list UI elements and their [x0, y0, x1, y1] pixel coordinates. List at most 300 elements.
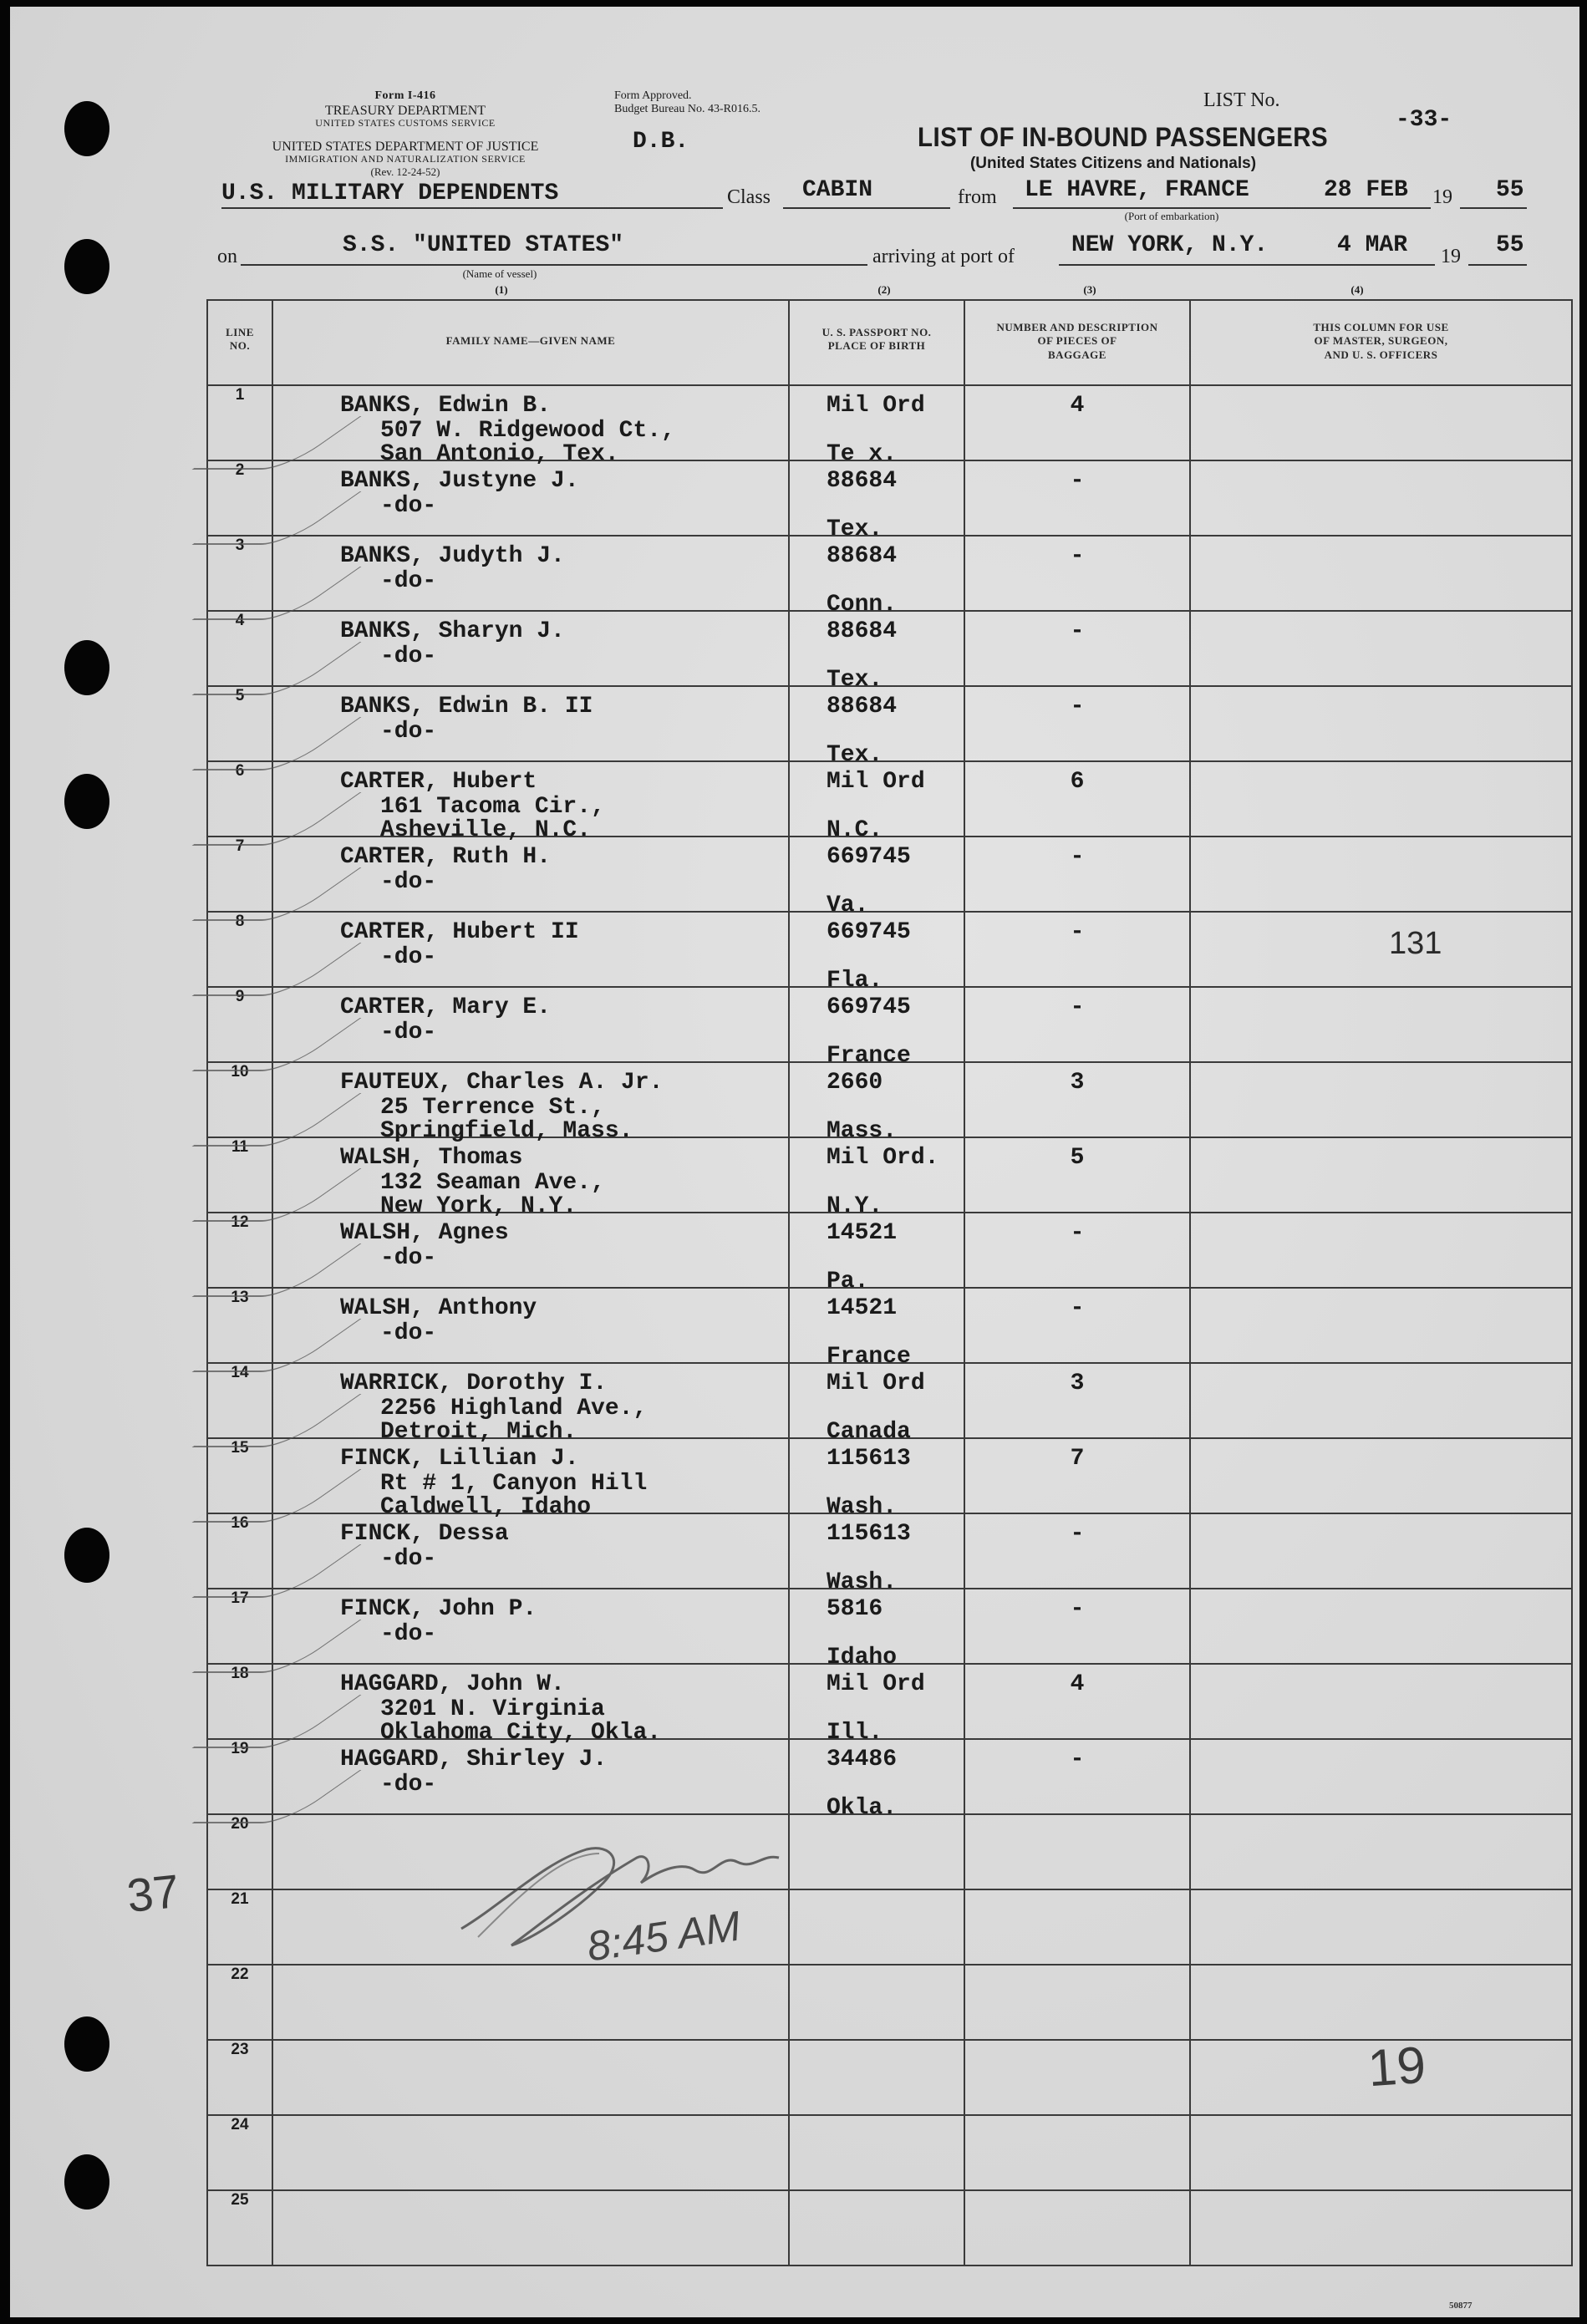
passenger-table [206, 299, 1573, 2266]
officers-cell [1190, 2115, 1572, 2190]
line-number: 10 [231, 1063, 249, 1081]
passenger-name: WALSH, Anthony [340, 1295, 537, 1321]
address-line-2: San Antonio, Tex. [380, 441, 619, 467]
baggage-count: 7 [1070, 1446, 1085, 1472]
table-row [207, 837, 1572, 912]
column-header-name: FAMILY NAME—GIVEN NAME [272, 300, 789, 385]
line-number-cell [207, 2190, 272, 2266]
table-row [207, 1814, 1572, 1889]
passport-number: 34486 [827, 1747, 898, 1772]
punch-hole [64, 774, 109, 829]
passenger-name: BANKS, Sharyn J. [340, 618, 565, 644]
name-cell [272, 1062, 789, 1144]
passport-cell [789, 1438, 964, 1520]
place-of-birth: N.Y. [827, 1193, 883, 1219]
line-number: 5 [235, 687, 245, 704]
line-number: 15 [231, 1439, 249, 1457]
passport-cell [789, 912, 964, 994]
passenger-name: BANKS, Judyth J. [340, 543, 565, 569]
name-cell [272, 460, 789, 536]
baggage-cell [964, 1814, 1190, 1889]
passport-cell [789, 1589, 964, 1671]
passport-cell [789, 2040, 964, 2115]
place-of-birth: Conn. [827, 592, 898, 618]
address-line-1: -do- [380, 869, 437, 895]
baggage-count: - [1070, 618, 1085, 644]
line-number-cell [207, 2040, 272, 2115]
margin-note: 37 [124, 1864, 182, 1923]
passenger-name: FINCK, Dessa [340, 1521, 509, 1547]
place-of-birth: Fla. [827, 968, 883, 994]
passport-cell [789, 536, 964, 618]
table-row [207, 761, 1572, 837]
punch-hole [64, 1528, 109, 1583]
name-cell [272, 837, 789, 912]
place-of-birth: Wash. [827, 1569, 898, 1595]
passenger-name: CARTER, Ruth H. [340, 844, 552, 870]
name-cell [272, 912, 789, 987]
baggage-cell [964, 761, 1190, 837]
name-cell [272, 1288, 789, 1363]
address-line-2: Asheville, N.C. [380, 817, 592, 843]
table-row [207, 611, 1572, 686]
table-row [207, 1965, 1572, 2040]
column-header-baggage: NUMBER AND DESCRIPTION OF PIECES OF BAGGAGE [964, 300, 1190, 385]
line-number: 24 [231, 2116, 249, 2133]
address-line-1: -do- [380, 719, 437, 745]
place-of-birth: Ill. [827, 1720, 883, 1746]
baggage-cell [964, 385, 1190, 460]
passport-number: Mil Ord [827, 1370, 925, 1396]
line-number-cell [207, 2115, 272, 2190]
address-line-1: -do- [380, 1621, 437, 1647]
passport-cell [789, 1513, 964, 1595]
passport-number: 669745 [827, 919, 911, 945]
line-number: 14 [231, 1364, 249, 1381]
passport-number: 669745 [827, 994, 911, 1020]
baggage-cell [964, 1062, 1190, 1137]
address-line-1: 132 Seaman Ave., [380, 1170, 605, 1196]
passport-number: 14521 [827, 1220, 898, 1246]
name-cell [272, 536, 789, 611]
officers-cell [1190, 1814, 1572, 1889]
address-line-1: 25 Terrence St., [380, 1095, 605, 1121]
officers-cell [1190, 2190, 1572, 2266]
line-number: 13 [231, 1289, 249, 1306]
baggage-count: 5 [1070, 1145, 1085, 1171]
table-row [207, 1739, 1572, 1814]
table-row [207, 1589, 1572, 1664]
passport-number: Mil Ord [827, 769, 925, 795]
line-number: 1 [235, 386, 245, 404]
passport-cell [789, 1664, 964, 1746]
address-line-1: -do- [380, 643, 437, 669]
officers-cell [1190, 837, 1572, 912]
name-cell [272, 686, 789, 761]
place-of-birth: Te x. [827, 441, 898, 467]
place-of-birth: France [827, 1043, 911, 1069]
baggage-cell [964, 837, 1190, 912]
address-line-2: Detroit, Mich. [380, 1419, 577, 1445]
class-value: CABIN [802, 177, 873, 203]
arrival-year: 55 [1496, 232, 1524, 258]
baggage-count: - [1070, 1596, 1085, 1622]
name-cell [272, 1363, 789, 1445]
line-number: 3 [235, 537, 245, 554]
underline [1059, 264, 1435, 266]
table-row [207, 1288, 1572, 1363]
address-line-2: New York, N.Y. [380, 1193, 577, 1219]
address-line-1: -do- [380, 1772, 437, 1798]
db-mark: D.B. [633, 129, 689, 155]
name-cell [272, 611, 789, 686]
class-label: Class [727, 186, 771, 208]
punch-hole [64, 640, 109, 695]
baggage-cell [964, 1137, 1190, 1213]
passport-cell [789, 2190, 964, 2266]
underline [783, 207, 950, 209]
officers-cell [1190, 686, 1572, 761]
table-row [207, 460, 1572, 536]
arrival-port: NEW YORK, N.Y. [1071, 232, 1269, 258]
address-line-1: Rt # 1, Canyon Hill [380, 1471, 648, 1497]
list-no-label: LIST No. [1203, 89, 1280, 111]
punch-hole [64, 2154, 109, 2210]
underline [1468, 264, 1527, 266]
officers-cell [1190, 1965, 1572, 2040]
officers-cell [1190, 1213, 1572, 1288]
name-cell [272, 1438, 789, 1520]
officers-cell [1190, 460, 1572, 536]
baggage-count: 3 [1070, 1370, 1085, 1396]
passport-cell [789, 460, 964, 542]
address-line-1: -do- [380, 1320, 437, 1346]
passport-number: 88684 [827, 468, 898, 494]
column-number: (1) [495, 283, 508, 296]
line-number: 4 [235, 612, 245, 629]
year-prefix: 19 [1432, 186, 1452, 208]
on-label: on [217, 246, 237, 267]
name-cell [272, 1513, 789, 1589]
officers-cell [1190, 1513, 1572, 1589]
officers-cell [1190, 1889, 1572, 1965]
approval-line-1: Form Approved. [614, 89, 692, 102]
line-number: 25 [231, 2191, 249, 2209]
passenger-name: BANKS, Justyne J. [340, 468, 579, 494]
doj-line-2: IMMIGRATION AND NATURALIZATION SERVICE [285, 153, 526, 165]
officers-cell [1190, 1664, 1572, 1739]
officers-cell [1190, 1589, 1572, 1664]
table-row [207, 385, 1572, 460]
passport-number: 14521 [827, 1295, 898, 1321]
passenger-name: BANKS, Edwin B. [340, 393, 552, 419]
place-of-birth: Tex. [827, 667, 883, 693]
departure-year: 55 [1496, 177, 1524, 203]
passenger-name: FAUTEUX, Charles A. Jr. [340, 1070, 664, 1096]
officer-count-note: 131 [1389, 926, 1442, 961]
line-number: 22 [231, 1965, 249, 1983]
table-row [207, 987, 1572, 1062]
officers-cell [1190, 761, 1572, 837]
officers-cell [1190, 912, 1572, 987]
passport-cell [789, 1363, 964, 1445]
table-row [207, 912, 1572, 987]
doj-line-1: UNITED STATES DEPARTMENT OF JUSTICE [272, 140, 539, 154]
address-line-1: 3201 N. Virginia [380, 1696, 605, 1722]
from-label: from [958, 186, 997, 208]
departure-date: 28 FEB [1324, 177, 1408, 203]
baggage-cell [964, 1965, 1190, 2040]
address-line-1: 2256 Highland Ave., [380, 1396, 648, 1421]
baggage-cell [964, 1589, 1190, 1664]
arrival-date: 4 MAR [1337, 232, 1408, 258]
table-row [207, 1213, 1572, 1288]
line-number: 8 [235, 913, 245, 930]
underline [1013, 207, 1431, 209]
year-prefix: 19 [1441, 246, 1461, 267]
address-line-1: 507 W. Ridgewood Ct., [380, 418, 675, 444]
form-number: Form I-416 [374, 89, 436, 102]
name-cell [272, 1137, 789, 1219]
approval-line-2: Budget Bureau No. 43-R016.5. [614, 103, 760, 115]
place-of-birth: Tex. [827, 742, 883, 768]
baggage-cell [964, 536, 1190, 611]
line-number: 7 [235, 837, 245, 855]
name-cell [272, 987, 789, 1062]
place-of-birth: Canada [827, 1419, 911, 1445]
passport-cell [789, 987, 964, 1069]
place-of-birth: Pa. [827, 1269, 869, 1294]
baggage-cell [964, 460, 1190, 536]
column-header-officers: THIS COLUMN FOR USE OF MASTER, SURGEON, AND U. S. OFFICERS [1190, 300, 1572, 385]
column-number: (2) [877, 283, 891, 296]
arriving-label: arriving at port of [872, 246, 1015, 267]
place-of-birth: Idaho [827, 1645, 898, 1671]
place-of-birth: Wash. [827, 1494, 898, 1520]
passport-number: 115613 [827, 1446, 911, 1472]
baggage-cell [964, 686, 1190, 761]
table-row [207, 2115, 1572, 2190]
address-line-1: -do- [380, 1245, 437, 1271]
time-note: 8:45 AM [584, 1902, 744, 1971]
passenger-name: FINCK, John P. [340, 1596, 537, 1622]
column-header-passport: U. S. PASSPORT NO. PLACE OF BIRTH [789, 300, 964, 385]
baggage-count: - [1070, 1295, 1085, 1321]
table-row [207, 686, 1572, 761]
baggage-cell [964, 611, 1190, 686]
passport-number: 115613 [827, 1521, 911, 1547]
list-no-value: -33- [1396, 107, 1452, 133]
baggage-count: - [1070, 1747, 1085, 1772]
officers-cell [1190, 385, 1572, 460]
passport-number: 5816 [827, 1596, 883, 1622]
table-row [207, 1664, 1572, 1739]
name-cell [272, 761, 789, 843]
line-number: 9 [235, 988, 245, 1005]
table-row [207, 1137, 1572, 1213]
passport-number: 88684 [827, 543, 898, 569]
baggage-cell [964, 912, 1190, 987]
address-line-2: Springfield, Mass. [380, 1118, 633, 1144]
address-line-1: -do- [380, 493, 437, 519]
underline [1460, 207, 1527, 209]
passport-cell [789, 837, 964, 918]
passenger-name: WARRICK, Dorothy I. [340, 1370, 608, 1396]
name-cell [272, 2190, 789, 2266]
bottom-form-code: 50877 [1449, 2301, 1473, 2311]
name-cell [272, 1213, 789, 1288]
baggage-count: - [1070, 1521, 1085, 1547]
baggage-cell [964, 1363, 1190, 1438]
agency-line-2: UNITED STATES CUSTOMS SERVICE [315, 117, 496, 129]
baggage-count: - [1070, 844, 1085, 870]
line-number: 2 [235, 461, 245, 479]
line-number-cell [207, 1814, 272, 1889]
line-number: 16 [231, 1514, 249, 1532]
passport-number: 88684 [827, 694, 898, 720]
document-title: LIST OF IN-BOUND PASSENGERS [918, 122, 1329, 152]
passport-number: 2660 [827, 1070, 883, 1096]
passport-cell [789, 761, 964, 843]
officers-cell [1190, 1739, 1572, 1814]
baggage-count: 6 [1070, 769, 1085, 795]
baggage-count: 3 [1070, 1070, 1085, 1096]
baggage-cell [964, 2115, 1190, 2190]
baggage-count: - [1070, 994, 1085, 1020]
baggage-cell [964, 1664, 1190, 1739]
baggage-cell [964, 1288, 1190, 1363]
baggage-count: - [1070, 1220, 1085, 1246]
place-of-birth: France [827, 1344, 911, 1370]
underline [241, 264, 867, 266]
baggage-count: 4 [1070, 1671, 1085, 1697]
officers-cell [1190, 987, 1572, 1062]
address-line-2: Oklahoma City, Okla. [380, 1720, 662, 1746]
passenger-name: BANKS, Edwin B. II [340, 694, 593, 720]
corner-note: 19 [1366, 2036, 1428, 2098]
vessel-name: S.S. "UNITED STATES" [343, 232, 624, 258]
table-row [207, 1513, 1572, 1589]
line-number: 12 [231, 1213, 249, 1231]
line-number: 18 [231, 1665, 249, 1682]
officers-cell [1190, 1062, 1572, 1137]
column-number: (4) [1350, 283, 1364, 296]
passenger-name: CARTER, Hubert [340, 769, 537, 795]
name-cell [272, 2115, 789, 2190]
passport-number: Mil Ord [827, 1671, 925, 1697]
port-caption: (Port of embarkation) [1124, 210, 1219, 222]
baggage-count: - [1070, 694, 1085, 720]
table-row [207, 1889, 1572, 1965]
table-header [207, 300, 1572, 385]
line-number-cell [207, 1965, 272, 2040]
table-row [207, 536, 1572, 611]
passenger-group: U.S. MILITARY DEPENDENTS [221, 181, 559, 206]
baggage-cell [964, 1438, 1190, 1513]
baggage-count: 4 [1070, 393, 1085, 419]
baggage-count: - [1070, 919, 1085, 945]
place-of-birth: Tex. [827, 516, 883, 542]
from-value: LE HAVRE, FRANCE [1025, 177, 1249, 203]
baggage-cell [964, 1739, 1190, 1814]
place-of-birth: Mass. [827, 1118, 898, 1144]
column-number: (3) [1083, 283, 1096, 296]
passenger-name: HAGGARD, Shirley J. [340, 1747, 608, 1772]
passenger-name: HAGGARD, John W. [340, 1671, 565, 1697]
table-row [207, 1363, 1572, 1438]
table-row [207, 1062, 1572, 1137]
officers-cell [1190, 1363, 1572, 1438]
passenger-name: CARTER, Hubert II [340, 919, 579, 945]
agency-line-1: TREASURY DEPARTMENT [324, 104, 486, 118]
passport-cell [789, 1213, 964, 1294]
passport-cell [789, 1062, 964, 1144]
document-subtitle: (United States Citizens and Nationals) [969, 155, 1257, 172]
passport-cell [789, 2115, 964, 2190]
passport-number: 88684 [827, 618, 898, 644]
officers-cell [1190, 1438, 1572, 1513]
baggage-cell [964, 987, 1190, 1062]
name-cell [272, 2040, 789, 2115]
passenger-name: CARTER, Mary E. [340, 994, 552, 1020]
baggage-cell [964, 2040, 1190, 2115]
baggage-cell [964, 1213, 1190, 1288]
line-number: 19 [231, 1740, 249, 1757]
name-cell [272, 1664, 789, 1746]
address-line-1: 161 Tacoma Cir., [380, 794, 605, 820]
line-number: 20 [231, 1815, 249, 1833]
passport-cell [789, 611, 964, 693]
table-row [207, 1438, 1572, 1513]
passport-cell [789, 686, 964, 768]
passport-cell [789, 385, 964, 467]
table-row [207, 2190, 1572, 2266]
officers-cell [1190, 536, 1572, 611]
line-number: 11 [231, 1138, 249, 1156]
passenger-name: WALSH, Agnes [340, 1220, 509, 1246]
baggage-cell [964, 1889, 1190, 1965]
address-line-1: -do- [380, 1546, 437, 1572]
passport-number: Mil Ord [827, 393, 925, 419]
underline [221, 207, 723, 209]
document-page [10, 7, 1579, 2317]
address-line-2: Caldwell, Idaho [380, 1494, 592, 1520]
place-of-birth: N.C. [827, 817, 883, 843]
line-number: 6 [235, 762, 245, 780]
line-number-cell [207, 1889, 272, 1965]
baggage-cell [964, 1513, 1190, 1589]
passport-cell [789, 1137, 964, 1219]
address-line-1: -do- [380, 944, 437, 970]
signature-scribble [445, 1803, 879, 2004]
punch-hole [64, 2016, 109, 2072]
line-number: 21 [231, 1890, 249, 1908]
vessel-caption: (Name of vessel) [462, 267, 537, 280]
name-cell [272, 385, 789, 467]
line-number: 23 [231, 2041, 249, 2058]
line-number: 17 [231, 1589, 249, 1607]
passport-number: 669745 [827, 844, 911, 870]
officers-cell [1190, 611, 1572, 686]
place-of-birth: Va. [827, 892, 869, 918]
baggage-count: - [1070, 543, 1085, 569]
punch-hole [64, 239, 109, 294]
place-of-birth: Okla. [827, 1795, 898, 1821]
baggage-count: - [1070, 468, 1085, 494]
baggage-cell [964, 2190, 1190, 2266]
officers-cell [1190, 1137, 1572, 1213]
passport-cell [789, 1288, 964, 1370]
